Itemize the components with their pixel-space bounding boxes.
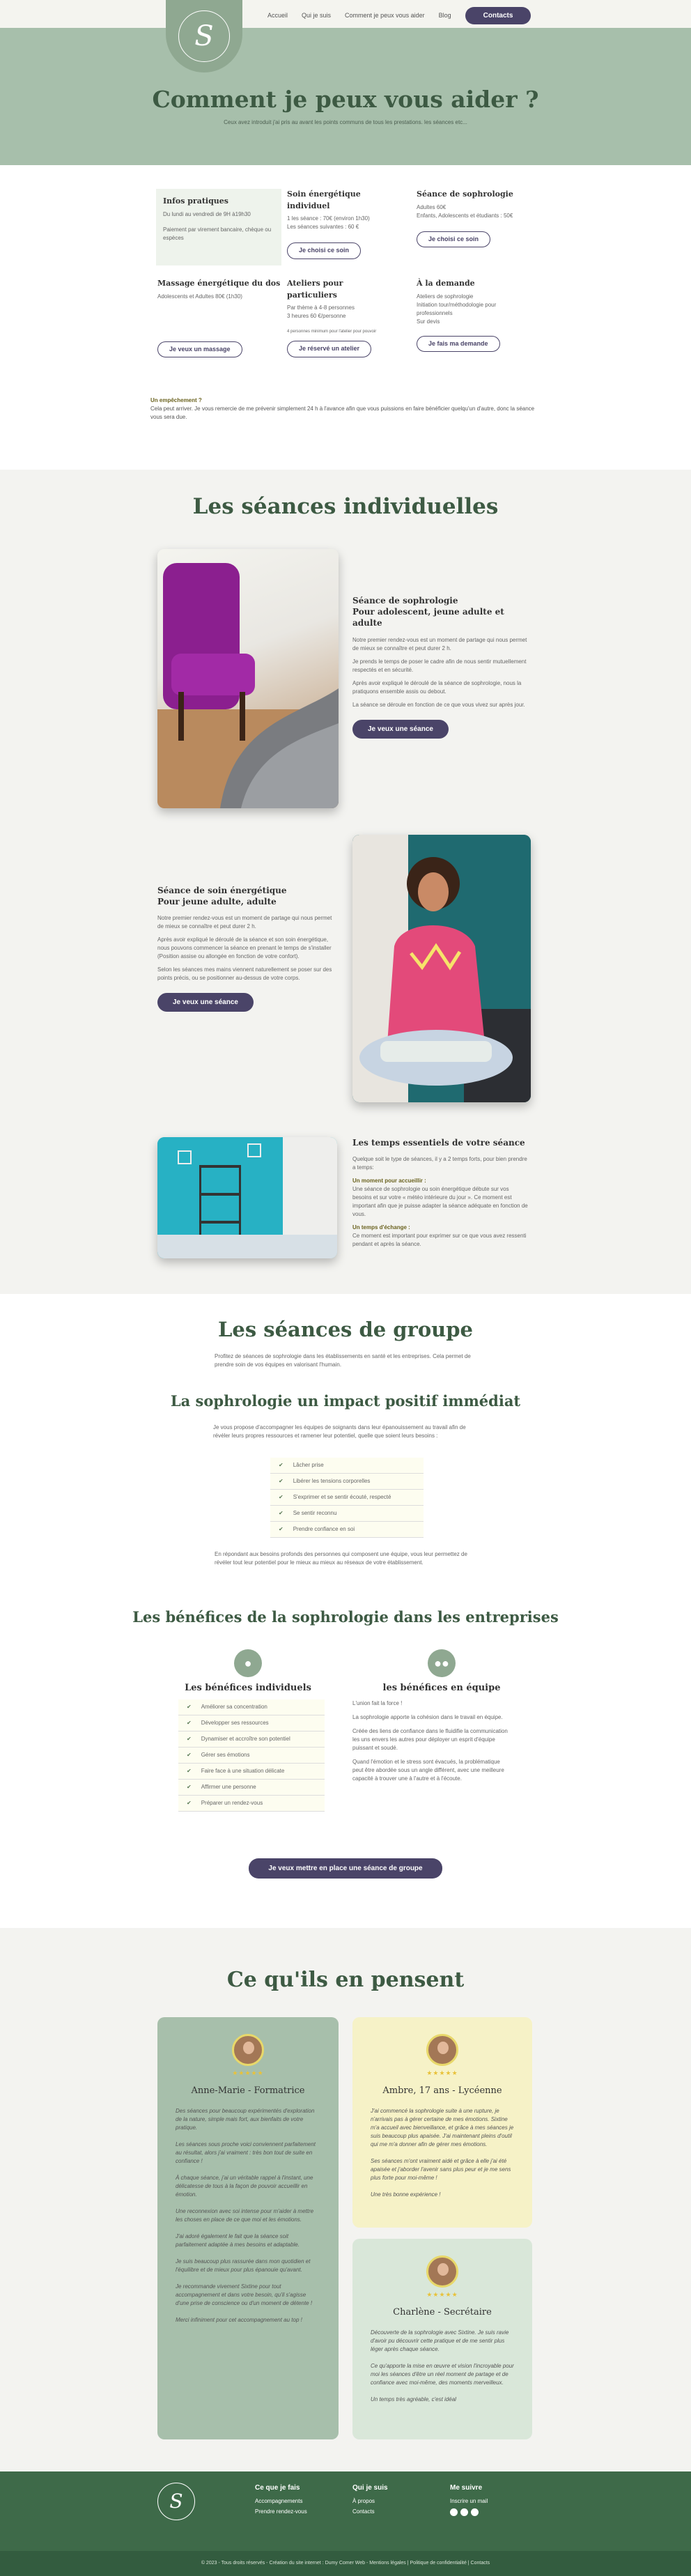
facebook-icon[interactable] [450,2508,458,2516]
exchange-time-text: Ce moment est important pour exprimer sur ce que vous avez ressenti pendant et après la séance. [352,1233,527,1248]
footer-link[interactable]: Accompagnements [255,2498,303,2504]
service-demande [417,278,521,352]
energy-session-p2: Après avoir expliqué le déroulé de la séance et son soin énergétique, nous pouvons commencer la séance en prenant le temps de s'installer (Position assise ou allongée en fonction de votre confort). [157,936,332,960]
avatar [426,2255,458,2288]
checklist-item: ✔ Prendre confiance en soi [270,1522,424,1538]
benefit-item: ✔ Développer ses ressources [178,1715,325,1732]
service-energy-price-2: Les séances suivantes : 60 € [287,224,359,230]
cancellation-text: Cela peut arriver. Je vous remercie de me prévenir simplement 24 h à l'avance afin que vous puissions en faire bénéficier quelqu'un d'autre, donc la séance vous sera due. [150,406,535,420]
service-demande-line-3: Sur devis [417,318,440,325]
avatar [232,2034,264,2066]
team-icon: ●● [428,1649,456,1677]
footer-col-title: Qui je suis [352,2484,388,2492]
testimonial-text: Je recommande vivement Sixtine pour tout accompagnement et dans votre besoin, qu'il s'agisse d'une prise de conscience ou d'un moment de détente ! [176,2283,313,2306]
social-icons [450,2508,488,2516]
practitioner-photo [352,835,531,1102]
testimonial-text: J'ai commencé la sophrologie suite à une rupture, je n'arrivais pas à gérer certaine de mes émotions. Sixtine m'a accueil avec bienveillance, et grâce à mes séances je suis beaucoup plus apaisée. J'ai maintenant pleins d'outil qui me m'a donner afin de gérer mes émotions. [371,2108,514,2147]
service-ateliers-line-3: 4 personnes minimum pour l'atelier pour pouvoir [287,330,377,334]
footer-col-about [352,2483,388,2518]
session-essentials-intro: Quelque soit le type de séances, il y a 2 temps forts, pour bien prendre a temps: [352,1156,527,1171]
testimonial-text: Des séances pour beaucoup expérimentés d'exploration de la nature, simple mais fort, aux bienfaits de votre pratique. [176,2108,315,2131]
check-icon: ✔ [279,1510,284,1516]
instagram-icon[interactable] [460,2508,468,2516]
sophro-choose-button[interactable]: Je choisi ce soin [417,231,490,248]
info-payment: Paiement par virement bancaire, chèque ou espèces [163,226,272,241]
impact-text: Je vous propose d'accompagner les équipes de soignants dans leur épanouissement au travail afin de révéler leurs propres ressources et ramener leur potentiel, quelle que soient leurs besoins : [213,1424,466,1439]
session-essentials-title: Les temps essentiels de votre séance [352,1138,525,1148]
individual-benefits-title: Les bénéfices individuels [185,1683,311,1693]
nav-about[interactable]: Qui je suis [302,11,332,19]
welcome-moment-text: Une séance de sophrologie ou soin énergétique débute sur vos besoins et sur votre « météo intérieure du jour ». Ce moment est important afin que je puisse adapter la séance adéquate en fonction de vous. [352,1186,528,1218]
check-icon: ✔ [279,1462,284,1468]
sophro-session-p3: Après avoir expliqué le déroulé de la séance de sophrologie, nous la pratiquons ensemble assis ou debout. [352,679,522,695]
benefit-item: ✔ Faire face à une situation délicate [178,1764,325,1780]
group-intro: Profitez de séances de sophrologie dans les établissements en santé et les entreprises. Cela permet de prendre soin de vos équipes en valorisant l'humain. [215,1353,471,1368]
testimonial-author: Anne-Marie - Formatrice [191,2085,305,2096]
sophro-session-p1: Notre premier rendez-vous est un moment de partage qui nous permet de mieux se connaître et peut durer 2 h. [352,636,527,651]
cancellation-label: Un empêchement ? [150,397,202,403]
testimonials-title: Ce qu'ils en pensent [226,1968,465,1992]
service-ateliers [287,278,391,357]
service-massage [157,278,283,357]
individual-sessions-title: Les séances individuelles [192,494,499,519]
service-sophro-title: Séance de sophrologie [417,190,513,199]
testimonial-text: J'ai adoré également le fait que la séance soit parfaitement adaptée à mes besoins et adaptable. [176,2233,300,2248]
energy-session-p1: Notre premier rendez-vous est un moment de partage qui nous permet de mieux se connaître et peut durer 2 h. [157,915,332,930]
service-massage-title: Massage énergétique du dos [157,279,281,288]
nav-services[interactable]: Comment je peux vous aider [345,11,425,19]
nav-blog[interactable]: Blog [438,11,451,19]
impact-title: La sophrologie un impact positif immédiat [170,1392,521,1410]
footer-col-title: Ce que je fais [255,2484,300,2492]
benefit-item: ✔ Affirmer une personne [178,1780,325,1796]
cancellation-notice [150,396,541,422]
testimonial-card [157,2017,339,2439]
individual-benefits-list [178,1699,325,1812]
ateliers-button[interactable]: Je réservé un atelier [287,341,371,357]
service-sophro [417,189,542,247]
sophro-session-p2: Je prends le temps de poser le cadre afin de nous sentir mutuellement respectés et en sécurité. [352,658,527,673]
testimonial-text: Les séances sous proche voici conviennent parfaitement au résultat, alors j'ai vraiment : très bon tout de suite en confiance ! [176,2141,316,2164]
group-sessions-title: Les séances de groupe [218,1318,473,1341]
hero-subtitle: Ceux avez introduit j'ai pris au avant les points communs de tous les prestations. les séances etc... [224,119,467,125]
group-sessions-section [0,1294,691,1928]
footer-link[interactable]: Contacts [352,2508,375,2515]
service-sophro-price-1: Adultes 60€ [417,203,447,210]
testimonial-text: Ce qu'apporte la mise en œuvre et vision l'incroyable pour moi les séances d'être un réel moment de partage et de confiance avec moi-même, des moments merveilleux. [371,2363,514,2386]
sophro-session-block [352,595,529,739]
page-title: Comment je peux vous aider ? [152,86,539,113]
checklist-item: ✔ S'exprimer et se sentir écouté, respecté [270,1490,424,1506]
service-demande-line-1: Ateliers de sophrologie [417,293,474,300]
demande-button[interactable]: Je fais ma demande [417,336,500,353]
energy-session-p3: Selon les séances mes mains viennent naturellement se poser sur des points précis, ou se positionner au-dessus de votre corps. [157,966,332,982]
check-icon: ✔ [187,1784,192,1790]
rating-stars: ★★★★★ [232,2069,264,2076]
newsletter-link[interactable]: Inscrire un mail [450,2498,488,2504]
benefits-title: Les bénéfices de la sophrologie dans les entreprises [132,1608,559,1626]
therapy-room-photo [157,1137,337,1258]
logo-icon: S [178,10,230,62]
site-footer [0,2471,691,2576]
check-icon: ✔ [187,1752,192,1758]
check-icon: ✔ [279,1494,284,1500]
nav-home[interactable]: Accueil [267,11,288,19]
checklist-item: ✔ Se sentir reconnu [270,1506,424,1522]
rating-stars: ★★★★★ [426,2291,458,2298]
footer-col-follow [450,2483,488,2518]
info-hours: Du lundi au vendredi de 9H à19h30 [163,210,251,217]
service-demande-title: À la demande [417,279,475,288]
info-title: Infos pratiques [163,196,228,206]
testimonial-text: Un temps très agréable, c'est idéal [371,2396,456,2403]
checklist-item: ✔ Lâcher prise [270,1458,424,1474]
service-ateliers-title: Ateliers pour particuliers [287,279,343,300]
check-icon: ✔ [187,1800,192,1806]
testimonial-text: Merci infiniment pour cet accompagnement au top ! [176,2317,302,2323]
service-ateliers-line-1: Par thème à 4-8 personnes [287,304,355,311]
benefit-item: ✔ Préparer un rendez-vous [178,1796,325,1812]
team-benefits-title: les bénéfices en équipe [382,1683,501,1693]
energy-session-title: Séance de soin énergétique Pour jeune adulte, adulte [157,886,287,907]
impact-checklist [270,1458,424,1538]
armchair-photo [157,549,339,808]
copyright: © 2023 - Tous droits réservés - Création du site internet : Dumy Comer Web - Mentions légales | Politique de confidentialité | Contacts [0,2551,691,2576]
group-cta-wrap [0,1858,691,1879]
energy-choose-button[interactable]: Je choisi ce soin [287,242,361,259]
testimonial-author: Ambre, 17 ans - Lycéenne [382,2085,502,2096]
session-essentials-block [352,1137,529,1254]
testimonial-card [352,2239,532,2439]
linkedin-icon[interactable] [471,2508,479,2516]
check-icon: ✔ [187,1720,192,1726]
footer-logo-icon[interactable]: S [157,2483,195,2520]
benefit-item: ✔ Dynamiser et accroître son potentiel [178,1732,325,1748]
contact-button[interactable]: Contacts [465,7,531,24]
info-box [156,189,281,265]
service-demande-line-2: Initiation tour/méthodologie pour professionnels [417,301,497,316]
team-benefit-p1: L'union fait la force ! [352,1700,403,1706]
energy-session-button[interactable]: Je veux une séance [157,993,254,1012]
energy-session-block [157,885,334,1012]
testimonial-author: Charlène - Secrétaire [393,2306,492,2317]
testimonial-text: Découverte de la sophrologie avec Sixtine. Je suis ravie d'avoir pu découvrir cette pratique et de me sentir plus léger après chaque séance. [371,2329,509,2352]
footer-link[interactable]: Prendre rendez-vous [255,2508,307,2515]
footer-col-title: Me suivre [450,2484,483,2492]
individual-sessions-section [0,470,691,1294]
check-icon: ✔ [187,1736,192,1742]
testimonials-section [0,1928,691,2471]
checklist-item: ✔ Libérer les tensions corporelles [270,1474,424,1490]
person-icon: ● [234,1649,262,1677]
check-icon: ✔ [187,1704,192,1710]
sophro-session-p4: La séance se déroule en fonction de ce que vous vivez sur après jour. [352,701,525,708]
welcome-moment-label: Un moment pour accueillir : [352,1178,426,1185]
service-sophro-price-2: Enfants, Adolescents et étudiants : 50€ [417,212,513,219]
service-energy-title: Soin énergétique individuel [287,190,361,210]
team-benefit-p2: La sophrologie apporte la cohésion dans le travail en équipe. [352,1714,503,1720]
service-energy [287,189,405,259]
testimonial-text: À chaque séance, j'ai un véritable rappel à l'instant, une délicatesse de tous à la façon de pouvoir accueillir en émotion. [176,2175,313,2198]
group-session-button[interactable]: Je veux mettre en place une séance de groupe [249,1858,442,1879]
footer-col-services [255,2483,307,2518]
testimonial-card [352,2017,532,2228]
team-benefit-p4: Quand l'émotion et le stress sont évacués, la problématique peut être abordée sous un angle différent, avec une meilleure capacité à trouver une à l'autre et à l'écoute. [352,1759,504,1782]
benefit-item: ✔ Améliorer sa concentration [178,1699,325,1715]
service-energy-price-1: 1 les séance : 70€ (environ 1h30) [287,215,370,222]
check-icon: ✔ [279,1526,284,1532]
testimonial-text: Une très bonne expérience ! [371,2191,441,2198]
testimonial-text: Une reconnexion avec soi intense pour m'aider à mettre les choses en place de ce que moi et les émotions. [176,2208,314,2223]
sophro-session-title: Séance de sophrologie Pour adolescent, jeune adulte et adulte [352,596,504,628]
team-benefits-text [352,1699,510,1783]
service-ateliers-line-2: 3 heures 60 €/personne [287,313,346,319]
services-section [0,165,691,470]
testimonial-text: Ses séances m'ont vraiment aidé et grâce à elle j'ai été apaisée et j'aborder l'avenir sans plus peur et je me sens plus forte pour moi-même ! [371,2158,511,2181]
footer-link[interactable]: À propos [352,2498,375,2504]
main-nav [267,7,531,24]
check-icon: ✔ [279,1478,284,1484]
avatar [426,2034,458,2066]
testimonial-text: Je suis beaucoup plus rassurée dans mon quotidien et l'équilibre et de mieux pour plus épanouie qu'avant. [176,2258,311,2273]
impact-after-text: En répondant aux besoins profonds des personnes qui composent une équipe, vous leur permettez de révéler tout leur potentiel pour le mieux au mieux au réseaux de votre établissement. [215,1551,467,1566]
rating-stars: ★★★★★ [426,2069,458,2076]
check-icon: ✔ [187,1768,192,1774]
service-massage-price: Adolescents et Adultes 80€ (1h30) [157,293,242,300]
massage-button[interactable]: Je veux un massage [157,341,242,358]
sophro-session-button[interactable]: Je veux une séance [352,720,449,739]
benefit-item: ✔ Gérer ses émotions [178,1748,325,1764]
team-benefit-p3: Créée des liens de confiance dans le fluidifie la communication les uns envers les autres pour déployer un esprit d'équipe puissant et soudé. [352,1728,508,1751]
exchange-time-label: Un temps d'échange : [352,1224,410,1231]
